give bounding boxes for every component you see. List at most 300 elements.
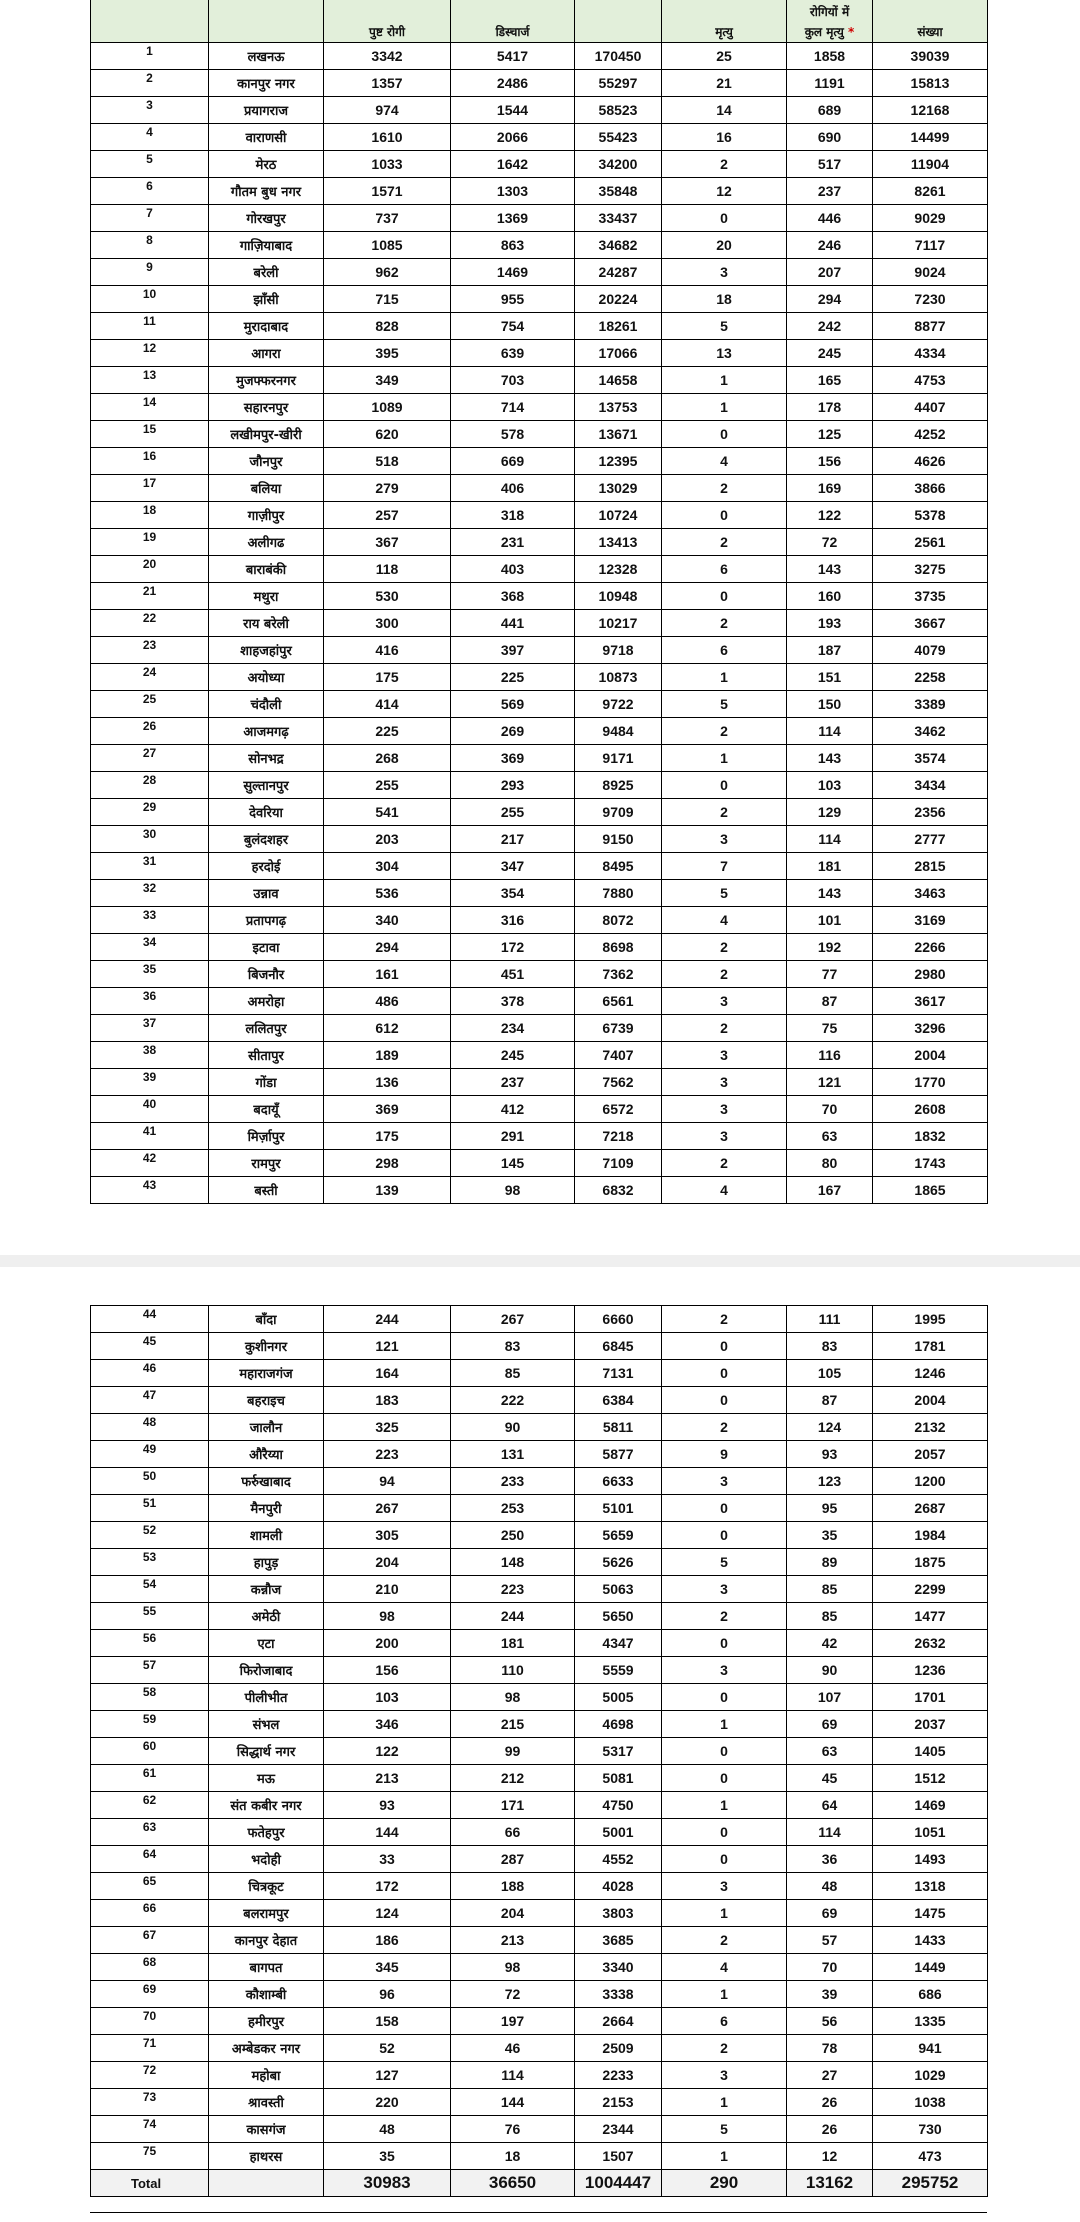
page-separator (0, 1255, 1080, 1267)
deaths: 5 (662, 880, 787, 907)
discharged: 955 (451, 286, 575, 313)
district-name: सुल्तानपुर (209, 772, 324, 799)
serial-number: 30 (91, 826, 209, 853)
serial-number: 34 (91, 934, 209, 961)
table-row (91, 691, 988, 718)
district-name: बाराबंकी (209, 556, 324, 583)
footnote-rule (90, 2212, 987, 2219)
deaths: 6 (662, 556, 787, 583)
discharged: 188 (451, 1873, 575, 1900)
total-samples: 2233 (575, 2062, 662, 2089)
serial-number: 21 (91, 583, 209, 610)
cumulative-deaths: 85 (787, 1603, 873, 1630)
total-samples: 2509 (575, 2035, 662, 2062)
table-row (91, 1414, 988, 1441)
positive-cases: 35 (324, 2143, 451, 2170)
serial-number: 14 (91, 394, 209, 421)
case-count: 3617 (873, 988, 988, 1015)
table-row (91, 1441, 988, 1468)
district-name: मेरठ (209, 151, 324, 178)
district-name: बरेली (209, 259, 324, 286)
serial-number: 58 (91, 1684, 209, 1711)
case-count: 1781 (873, 1333, 988, 1360)
case-count: 2561 (873, 529, 988, 556)
total-samples: 7218 (575, 1123, 662, 1150)
serial-number: 51 (91, 1495, 209, 1522)
cumulative-deaths: 143 (787, 745, 873, 772)
cumulative-deaths: 39 (787, 1981, 873, 2008)
deaths: 0 (662, 1630, 787, 1657)
serial-number: 53 (91, 1549, 209, 1576)
discharged: 245 (451, 1042, 575, 1069)
positive-cases: 203 (324, 826, 451, 853)
discharged: 72 (451, 1981, 575, 2008)
serial-number: 12 (91, 340, 209, 367)
deaths: 5 (662, 1549, 787, 1576)
serial-number: 55 (91, 1603, 209, 1630)
serial-number: 75 (91, 2143, 209, 2170)
discharged: 197 (451, 2008, 575, 2035)
table-row (91, 70, 988, 97)
deaths: 16 (662, 124, 787, 151)
positive-cases: 156 (324, 1657, 451, 1684)
positive-cases: 139 (324, 1177, 451, 1204)
deaths: 0 (662, 1738, 787, 1765)
serial-number: 16 (91, 448, 209, 475)
serial-number: 72 (91, 2062, 209, 2089)
total-samples: 6845 (575, 1333, 662, 1360)
deaths: 0 (662, 772, 787, 799)
case-count: 1475 (873, 1900, 988, 1927)
case-count: 3866 (873, 475, 988, 502)
discharged: 291 (451, 1123, 575, 1150)
positive-cases: 268 (324, 745, 451, 772)
cumulative-deaths: 70 (787, 1954, 873, 1981)
cumulative-deaths: 27 (787, 2062, 873, 2089)
table-row (91, 529, 988, 556)
deaths: 1 (662, 664, 787, 691)
discharged: 18 (451, 2143, 575, 2170)
table-row (91, 178, 988, 205)
total-samples: 9150 (575, 826, 662, 853)
district-name: सोनभद्र (209, 745, 324, 772)
deaths: 1 (662, 2089, 787, 2116)
positive-cases: 367 (324, 529, 451, 556)
deaths: 3 (662, 826, 787, 853)
discharged: 131 (451, 1441, 575, 1468)
deaths: 0 (662, 583, 787, 610)
deaths: 3 (662, 259, 787, 286)
total-samples: 7407 (575, 1042, 662, 1069)
table-row (91, 2062, 988, 2089)
total-count: 295752 (873, 2170, 988, 2197)
table-row (91, 2143, 988, 2170)
total-samples: 5001 (575, 1819, 662, 1846)
deaths: 6 (662, 2008, 787, 2035)
total-samples: 1507 (575, 2143, 662, 2170)
header-cell-discharge: डिस्चार्ज (451, 0, 575, 43)
discharged: 1642 (451, 151, 575, 178)
district-name: गाज़ियाबाद (209, 232, 324, 259)
serial-number: 40 (91, 1096, 209, 1123)
table-row (91, 556, 988, 583)
total-samples: 12328 (575, 556, 662, 583)
case-count: 1493 (873, 1846, 988, 1873)
deaths: 0 (662, 1333, 787, 1360)
serial-number: 28 (91, 772, 209, 799)
table-row (91, 961, 988, 988)
deaths: 4 (662, 1954, 787, 1981)
case-count: 4334 (873, 340, 988, 367)
case-count: 3574 (873, 745, 988, 772)
cumulative-deaths: 124 (787, 1414, 873, 1441)
table-row (91, 826, 988, 853)
deaths: 3 (662, 2062, 787, 2089)
district-name: अलीगढ (209, 529, 324, 556)
district-name: अयोध्या (209, 664, 324, 691)
deaths: 2 (662, 151, 787, 178)
total-samples: 5005 (575, 1684, 662, 1711)
discharged: 46 (451, 2035, 575, 2062)
serial-number: 67 (91, 1927, 209, 1954)
case-count: 2299 (873, 1576, 988, 1603)
discharged: 406 (451, 475, 575, 502)
serial-number: 57 (91, 1657, 209, 1684)
total-samples: 9484 (575, 718, 662, 745)
table-row (91, 1927, 988, 1954)
positive-cases: 144 (324, 1819, 451, 1846)
total-samples: 7109 (575, 1150, 662, 1177)
cumulative-deaths: 48 (787, 1873, 873, 1900)
deaths: 0 (662, 205, 787, 232)
table-row (91, 448, 988, 475)
table-row (91, 124, 988, 151)
case-count: 1743 (873, 1150, 988, 1177)
total-samples: 34682 (575, 232, 662, 259)
case-count: 2266 (873, 934, 988, 961)
deaths: 13 (662, 340, 787, 367)
positive-cases: 124 (324, 1900, 451, 1927)
serial-number: 44 (91, 1306, 209, 1333)
district-name: बिजनौर (209, 961, 324, 988)
cumulative-deaths: 193 (787, 610, 873, 637)
table-row (91, 772, 988, 799)
district-name: शाहजहांपुर (209, 637, 324, 664)
cumulative-deaths: 45 (787, 1765, 873, 1792)
positive-cases: 183 (324, 1387, 451, 1414)
total-samples: 6572 (575, 1096, 662, 1123)
case-count: 2004 (873, 1042, 988, 1069)
serial-number: 26 (91, 718, 209, 745)
serial-number: 10 (91, 286, 209, 313)
positive-cases: 52 (324, 2035, 451, 2062)
discharged: 451 (451, 961, 575, 988)
positive-cases: 974 (324, 97, 451, 124)
positive-cases: 103 (324, 1684, 451, 1711)
positive-cases: 204 (324, 1549, 451, 1576)
deaths: 2 (662, 1603, 787, 1630)
deaths: 1 (662, 1711, 787, 1738)
table-row (91, 1900, 988, 1927)
serial-number: 61 (91, 1765, 209, 1792)
total-samples: 5063 (575, 1576, 662, 1603)
positive-cases: 93 (324, 1792, 451, 1819)
deaths: 5 (662, 313, 787, 340)
serial-number: 42 (91, 1150, 209, 1177)
positive-cases: 1571 (324, 178, 451, 205)
cumulative-deaths: 111 (787, 1306, 873, 1333)
cumulative-deaths: 89 (787, 1549, 873, 1576)
serial-number: 45 (91, 1333, 209, 1360)
deaths: 4 (662, 907, 787, 934)
table-row (91, 1792, 988, 1819)
cumulative-deaths: 12 (787, 2143, 873, 2170)
deaths: 0 (662, 1684, 787, 1711)
case-count: 7230 (873, 286, 988, 313)
serial-number: 31 (91, 853, 209, 880)
positive-cases: 620 (324, 421, 451, 448)
serial-number: 56 (91, 1630, 209, 1657)
discharged: 233 (451, 1468, 575, 1495)
table-row (91, 394, 988, 421)
district-name: सिद्धार्थ नगर (209, 1738, 324, 1765)
case-count: 8261 (873, 178, 988, 205)
deaths: 2 (662, 1015, 787, 1042)
deaths: 12 (662, 178, 787, 205)
case-count: 3667 (873, 610, 988, 637)
case-count: 1984 (873, 1522, 988, 1549)
district-name: फतेहपुर (209, 1819, 324, 1846)
deaths: 1 (662, 745, 787, 772)
table-row (91, 745, 988, 772)
case-count: 9024 (873, 259, 988, 286)
positive-cases: 33 (324, 1846, 451, 1873)
discharged: 403 (451, 556, 575, 583)
cumulative-deaths: 101 (787, 907, 873, 934)
case-count: 1995 (873, 1306, 988, 1333)
total-samples: 13671 (575, 421, 662, 448)
cumulative-deaths: 95 (787, 1495, 873, 1522)
serial-number: 23 (91, 637, 209, 664)
discharged: 223 (451, 1576, 575, 1603)
deaths: 3 (662, 1123, 787, 1150)
total-samples: 5650 (575, 1603, 662, 1630)
discharged: 204 (451, 1900, 575, 1927)
deaths: 9 (662, 1441, 787, 1468)
header-cell-positive: पुष्ट रोगी (324, 0, 451, 43)
case-count: 14499 (873, 124, 988, 151)
serial-number: 24 (91, 664, 209, 691)
serial-number: 20 (91, 556, 209, 583)
discharged: 368 (451, 583, 575, 610)
district-name: हापुड़ (209, 1549, 324, 1576)
total-samples: 5626 (575, 1549, 662, 1576)
discharged: 714 (451, 394, 575, 421)
district-name: मिर्ज़ापुर (209, 1123, 324, 1150)
district-name: सीतापुर (209, 1042, 324, 1069)
positive-cases: 340 (324, 907, 451, 934)
positive-cases: 518 (324, 448, 451, 475)
deaths: 4 (662, 448, 787, 475)
district-name: महाराजगंज (209, 1360, 324, 1387)
cumulative-deaths: 122 (787, 502, 873, 529)
case-count: 1832 (873, 1123, 988, 1150)
cumulative-deaths: 160 (787, 583, 873, 610)
district-name: संभल (209, 1711, 324, 1738)
discharged: 225 (451, 664, 575, 691)
total-filler (209, 2170, 324, 2197)
total-samples: 6384 (575, 1387, 662, 1414)
serial-number: 65 (91, 1873, 209, 1900)
deaths: 6 (662, 637, 787, 664)
case-count: 1318 (873, 1873, 988, 1900)
positive-cases: 175 (324, 1123, 451, 1150)
serial-number: 64 (91, 1846, 209, 1873)
table-header-row (91, 0, 988, 43)
discharged: 85 (451, 1360, 575, 1387)
total-samples: 4698 (575, 1711, 662, 1738)
total-samples: 13413 (575, 529, 662, 556)
case-count: 12168 (873, 97, 988, 124)
discharged: 212 (451, 1765, 575, 1792)
discharged: 354 (451, 880, 575, 907)
table-row (91, 1495, 988, 1522)
district-name: श्रावस्ती (209, 2089, 324, 2116)
discharged: 148 (451, 1549, 575, 1576)
table-row (91, 1684, 988, 1711)
total-samples: 8698 (575, 934, 662, 961)
table-row (91, 1819, 988, 1846)
positive-cases: 48 (324, 2116, 451, 2143)
case-count: 473 (873, 2143, 988, 2170)
case-count: 1875 (873, 1549, 988, 1576)
cumulative-deaths: 156 (787, 448, 873, 475)
total-samples: 3340 (575, 1954, 662, 1981)
cumulative-deaths: 77 (787, 961, 873, 988)
cumulative-deaths: 121 (787, 1069, 873, 1096)
total-samples: 7562 (575, 1069, 662, 1096)
cumulative-deaths: 178 (787, 394, 873, 421)
case-count: 11904 (873, 151, 988, 178)
header-cell-blank (575, 0, 662, 43)
district-name: इटावा (209, 934, 324, 961)
serial-number: 49 (91, 1441, 209, 1468)
table-row (91, 934, 988, 961)
district-name: बलरामपुर (209, 1900, 324, 1927)
discharged: 98 (451, 1684, 575, 1711)
case-count: 2057 (873, 1441, 988, 1468)
case-count: 5378 (873, 502, 988, 529)
total-samples: 10724 (575, 502, 662, 529)
cumulative-deaths: 87 (787, 1387, 873, 1414)
district-table-part-2 (90, 1305, 988, 2197)
positive-cases: 127 (324, 2062, 451, 2089)
positive-cases: 414 (324, 691, 451, 718)
total-samples: 4750 (575, 1792, 662, 1819)
district-name: गौतम बुध नगर (209, 178, 324, 205)
total-samples: 8925 (575, 772, 662, 799)
table-row (91, 43, 988, 70)
deaths: 18 (662, 286, 787, 313)
discharged: 90 (451, 1414, 575, 1441)
table-row (91, 1015, 988, 1042)
case-count: 1405 (873, 1738, 988, 1765)
positive-cases: 349 (324, 367, 451, 394)
discharged: 441 (451, 610, 575, 637)
discharged: 99 (451, 1738, 575, 1765)
total-samples: 3803 (575, 1900, 662, 1927)
discharged: 5417 (451, 43, 575, 70)
deaths: 2 (662, 1927, 787, 1954)
district-name: औरैय्या (209, 1441, 324, 1468)
cumulative-deaths: 78 (787, 2035, 873, 2062)
deaths: 21 (662, 70, 787, 97)
serial-number: 1 (91, 43, 209, 70)
serial-number: 37 (91, 1015, 209, 1042)
cumulative-deaths: 242 (787, 313, 873, 340)
header-total-deaths-line1: रोगियों में (809, 5, 850, 19)
case-count: 1770 (873, 1069, 988, 1096)
positive-cases: 1089 (324, 394, 451, 421)
cumulative-deaths: 107 (787, 1684, 873, 1711)
positive-cases: 96 (324, 1981, 451, 2008)
total-samples: 7131 (575, 1360, 662, 1387)
total-samples: 24287 (575, 259, 662, 286)
cumulative-deaths: 187 (787, 637, 873, 664)
serial-number: 69 (91, 1981, 209, 2008)
serial-number: 27 (91, 745, 209, 772)
total-samples: 12395 (575, 448, 662, 475)
total-samples: 5081 (575, 1765, 662, 1792)
total-samples: 4347 (575, 1630, 662, 1657)
district-name: देवरिया (209, 799, 324, 826)
district-name: मुरादाबाद (209, 313, 324, 340)
case-count: 1701 (873, 1684, 988, 1711)
table-row (91, 637, 988, 664)
positive-cases: 175 (324, 664, 451, 691)
district-name: अमेठी (209, 1603, 324, 1630)
deaths: 2 (662, 718, 787, 745)
deaths: 2 (662, 1306, 787, 1333)
positive-cases: 1033 (324, 151, 451, 178)
deaths: 3 (662, 1468, 787, 1495)
cumulative-deaths: 64 (787, 1792, 873, 1819)
case-count: 1029 (873, 2062, 988, 2089)
serial-number: 71 (91, 2035, 209, 2062)
cumulative-deaths: 123 (787, 1468, 873, 1495)
positive-cases: 213 (324, 1765, 451, 1792)
table-row (91, 1738, 988, 1765)
district-name: प्रयागराज (209, 97, 324, 124)
district-name: लखनऊ (209, 43, 324, 70)
total-discharge: 36650 (451, 2170, 575, 2197)
district-name: हाथरस (209, 2143, 324, 2170)
positive-cases: 244 (324, 1306, 451, 1333)
table-row (91, 1873, 988, 1900)
positive-cases: 189 (324, 1042, 451, 1069)
case-count: 1246 (873, 1360, 988, 1387)
serial-number: 6 (91, 178, 209, 205)
table-row (91, 2089, 988, 2116)
discharged: 287 (451, 1846, 575, 1873)
cumulative-deaths: 72 (787, 529, 873, 556)
case-count: 2132 (873, 1414, 988, 1441)
case-count: 1449 (873, 1954, 988, 1981)
table-row (91, 988, 988, 1015)
deaths: 1 (662, 394, 787, 421)
serial-number: 43 (91, 1177, 209, 1204)
table-row (91, 367, 988, 394)
